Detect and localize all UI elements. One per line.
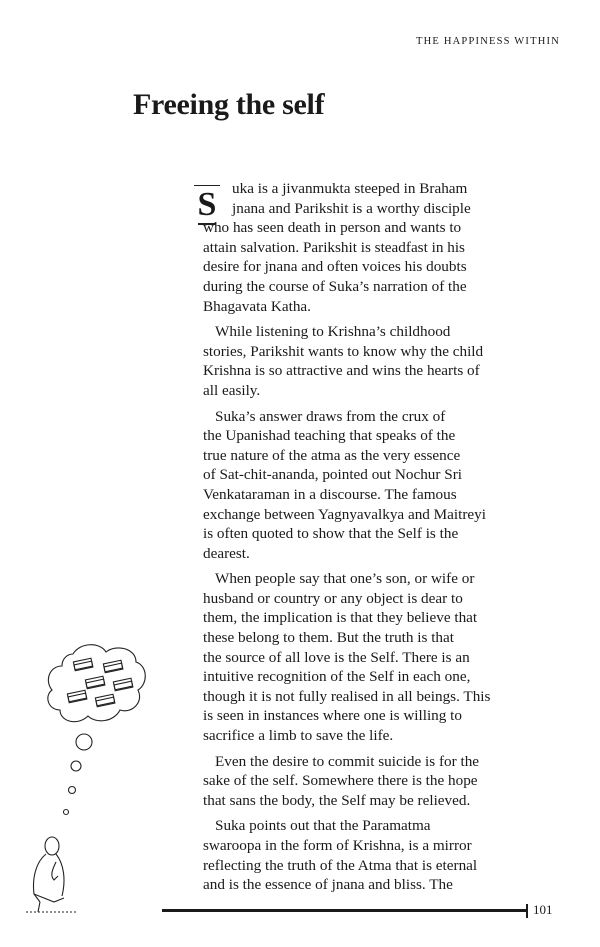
text-line: Venkataraman in a discourse. The famous [203, 485, 457, 503]
text-line: is seen in instances where one is willing to [203, 707, 462, 725]
text-line: them, the implication is that they believe that [203, 609, 478, 627]
footer-rule [162, 909, 526, 912]
text-line: that sans the body, the Self may be relieved. [203, 791, 471, 809]
text-line: jnana and Parikshit is a worthy disciple [232, 199, 471, 217]
running-head: THE HAPPINESS WITHIN [416, 36, 560, 47]
text-line: uka is a jivanmukta steeped in Braham [232, 180, 468, 197]
person-icon [26, 837, 78, 912]
text-line: exchange between Yagnyavalkya and Maitreyi [203, 505, 486, 523]
text-line: is often quoted to show that the Self is the [203, 525, 459, 543]
text-line: sake of the self. Somewhere there is the hope [203, 772, 478, 790]
text-line: Bhagavata Katha. [203, 297, 311, 315]
text-line: of Sat-chit-ananda, pointed out Nochur Sri [203, 466, 462, 484]
text-line: reflecting the truth of the Atma that is eternal [203, 856, 478, 874]
text-line: these belong to them. But the truth is that [203, 629, 454, 647]
text-line: who has seen death in person and wants to [203, 219, 462, 237]
text-line: attain salvation. Parikshit is steadfast in his [203, 238, 465, 256]
page-number: 101 [533, 902, 553, 917]
paragraph-2 [203, 322, 562, 400]
article-title: Freeing the self [133, 88, 325, 121]
article-body [203, 179, 562, 901]
footer-tick [526, 904, 528, 918]
paragraph-1 [203, 179, 562, 316]
text-line: Suka points out that the Paramatma [215, 817, 431, 835]
text-line: intuitive recognition of the Self in each one, [203, 668, 471, 686]
money-bundle-icons [67, 658, 132, 707]
paragraph-6 [203, 816, 562, 894]
text-line: dearest. [203, 544, 250, 562]
text-line: husband or country or any object is dear to [203, 589, 463, 607]
text-line: during the course of Suka’s narration of the [203, 277, 467, 295]
text-line: Krishna is so attractive and wins the hearts of [203, 362, 480, 380]
text-line: Even the desire to commit suicide is for the [215, 752, 480, 770]
paragraph-4 [203, 569, 562, 745]
thought-cloud-icon [48, 645, 145, 722]
text-line: When people say that one’s son, or wife or [215, 570, 475, 588]
text-line: While listening to Krishna’s childhood [215, 323, 451, 341]
drop-cap-letter: S [197, 186, 217, 223]
text-line: Suka’s answer draws from the crux of [215, 407, 446, 425]
paragraph-5 [203, 752, 562, 811]
text-line: sacrifice a limb to save the life. [203, 727, 394, 745]
thinking-figure-illustration [18, 640, 168, 915]
text-line: swaroopa in the form of Krishna, is a mirror [203, 837, 472, 854]
text-line: true nature of the atma as the very essence [203, 446, 461, 464]
text-line: stories, Parikshit wants to know why the child [203, 342, 484, 360]
text-line: though it is not fully realised in all beings. This [203, 687, 491, 705]
text-line: the Upanishad teaching that speaks of the [203, 427, 456, 445]
text-line: the source of all love is the Self. There is an [203, 648, 470, 666]
text-line: and is the essence of jnana and bliss. The [203, 876, 453, 894]
text-line: all easily. [203, 381, 261, 399]
paragraph-3 [203, 407, 562, 564]
text-line: desire for jnana and often voices his doubts [203, 258, 467, 276]
